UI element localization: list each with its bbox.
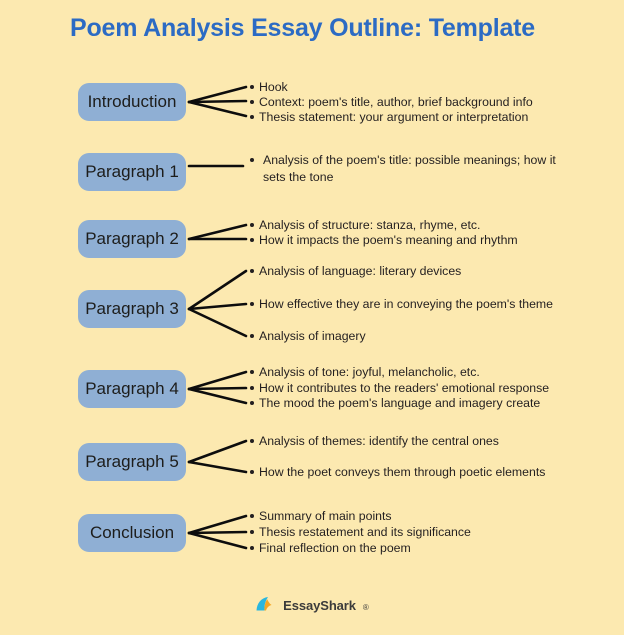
bullet-point-icon xyxy=(250,100,259,104)
bullet-point-icon xyxy=(250,85,259,89)
bullet-item xyxy=(250,509,590,524)
bullet-point-icon xyxy=(250,223,259,227)
bullet-text: How it contributes to the readers' emotional response xyxy=(259,381,550,395)
bullet-item xyxy=(250,297,590,312)
bullet-point-icon xyxy=(250,158,259,162)
node-paragraph-2[interactable] xyxy=(78,220,186,258)
bullet-item xyxy=(250,95,580,110)
bullet-text: How effective they are in conveying the poem's theme xyxy=(259,297,553,311)
bullet-text: Analysis of language: literary devices xyxy=(259,264,462,278)
bullet-point-icon xyxy=(250,238,259,242)
node-label: Introduction xyxy=(87,92,177,111)
bullet-point-icon xyxy=(250,546,259,550)
bullet-text: Analysis of tone: joyful, melancholic, etc. xyxy=(259,365,480,379)
bullet-text: Analysis of themes: identify the central ones xyxy=(259,434,499,448)
bullet-item xyxy=(250,381,590,396)
node-label: Paragraph 2 xyxy=(85,229,179,248)
bullet-text: Summary of main points xyxy=(259,509,392,523)
brand-name: EssayShark xyxy=(283,597,356,613)
bullet-point-icon xyxy=(250,514,259,518)
bullet-text: Hook xyxy=(259,80,288,94)
bullet-item xyxy=(250,218,580,233)
bullet-point-icon xyxy=(250,439,259,443)
bullet-item xyxy=(250,329,590,344)
bullet-point-icon xyxy=(250,334,259,338)
bullet-text: Analysis of the poem's title: possible meanings; how it sets the tone xyxy=(263,153,556,184)
bullet-text: Thesis restatement and its significance xyxy=(259,525,471,539)
node-label: Paragraph 5 xyxy=(85,452,179,471)
bullet-text: Analysis of structure: stanza, rhyme, etc. xyxy=(259,218,481,232)
bullet-item xyxy=(250,233,580,248)
bullet-item xyxy=(250,365,590,380)
bullet-point-icon xyxy=(250,530,259,534)
node-label: Paragraph 4 xyxy=(85,379,179,398)
node-paragraph-5[interactable] xyxy=(78,443,186,481)
bullet-item xyxy=(250,434,590,449)
bullet-item xyxy=(250,396,590,411)
node-paragraph-4[interactable] xyxy=(78,370,186,408)
bullet-item xyxy=(250,465,590,480)
registered-trademark-symbol: ® xyxy=(362,602,369,612)
node-label: Paragraph 1 xyxy=(85,162,179,181)
bullet-text: Analysis of imagery xyxy=(259,329,366,343)
bullet-item xyxy=(250,264,590,279)
node-label: Paragraph 3 xyxy=(85,299,179,318)
bullet-point-icon xyxy=(250,115,259,119)
bullet-point-icon xyxy=(250,302,259,306)
node-introduction[interactable] xyxy=(78,83,186,121)
bullet-item xyxy=(250,110,580,125)
bullet-text: Context: poem's title, author, brief background info xyxy=(259,95,533,109)
node-paragraph-3[interactable] xyxy=(78,290,186,328)
bullet-point-icon xyxy=(250,386,259,390)
bullet-item xyxy=(250,152,570,186)
node-label: Conclusion xyxy=(89,523,175,542)
bullet-item xyxy=(250,80,580,95)
shark-fin-icon xyxy=(255,596,277,614)
footer-branding xyxy=(0,596,624,614)
bullet-point-icon xyxy=(250,401,259,405)
bullet-text: Thesis statement: your argument or interpretation xyxy=(259,110,529,124)
bullet-text: Final reflection on the poem xyxy=(259,541,411,555)
bullet-point-icon xyxy=(250,370,259,374)
bullet-item xyxy=(250,541,590,556)
node-conclusion[interactable] xyxy=(78,514,186,552)
bullet-text: How the poet conveys them through poetic elements xyxy=(259,465,546,479)
bullet-point-icon xyxy=(250,269,259,273)
page-title: Poem Analysis Essay Outline: Template xyxy=(70,14,535,42)
bullet-item xyxy=(250,525,590,540)
node-paragraph-1[interactable] xyxy=(78,153,186,191)
bullet-text: The mood the poem's language and imagery create xyxy=(259,396,541,410)
bullet-point-icon xyxy=(250,470,259,474)
bullet-text: How it impacts the poem's meaning and rhythm xyxy=(259,233,518,247)
